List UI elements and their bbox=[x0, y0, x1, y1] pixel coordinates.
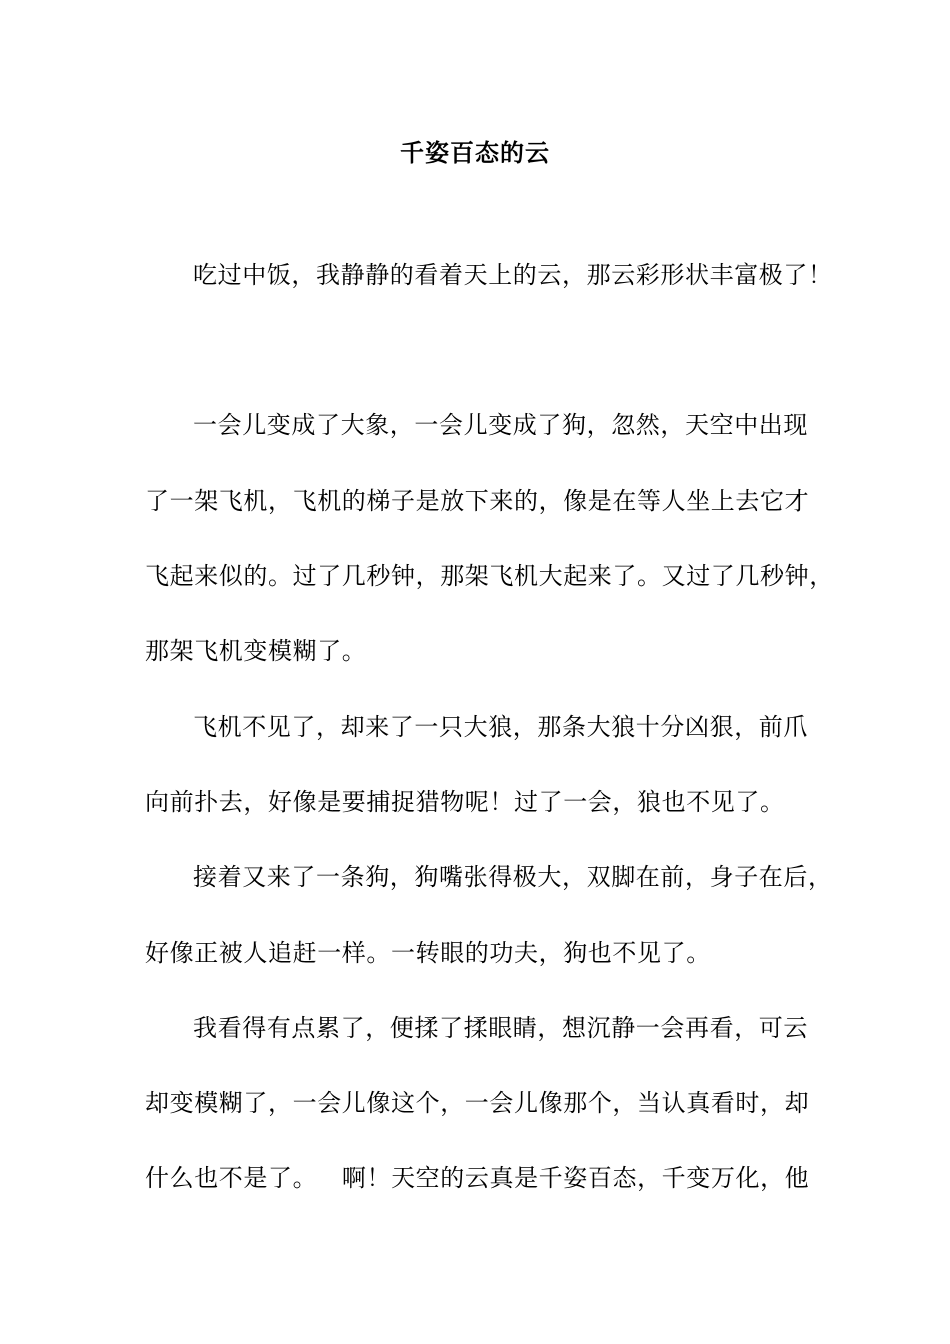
paragraph-1-line-1: 吃过中饭，我静静的看着天上的云，那云彩形状丰富极了！ bbox=[193, 261, 833, 289]
paragraph-2-line-2: 了一架飞机，飞机的梯子是放下来的，像是在等人坐上去它才 bbox=[145, 487, 810, 515]
paragraph-2-line-4: 那架飞机变模糊了。 bbox=[145, 637, 367, 665]
paragraph-3-line-1: 飞机不见了，却来了一只大狼，那条大狼十分凶狠，前爪 bbox=[193, 713, 808, 741]
paragraph-4-line-1: 接着又来了一条狗，狗嘴张得极大，双脚在前，身子在后， bbox=[193, 863, 833, 891]
paragraph-2-line-3: 飞起来似的。过了几秒钟，那架飞机大起来了。又过了几秒钟， bbox=[145, 562, 834, 590]
paragraph-5-line-2: 却变模糊了，一会儿像这个，一会儿像那个，当认真看时，却 bbox=[145, 1089, 810, 1117]
paragraph-5-line-1: 我看得有点累了，便揉了揉眼睛，想沉静一会再看，可云 bbox=[193, 1014, 808, 1042]
paragraph-5-line-3: 什么也不是了。 啊！天空的云真是千姿百态，千变万化，他 bbox=[145, 1164, 810, 1192]
paragraph-2-line-1: 一会儿变成了大象，一会儿变成了狗，忽然，天空中出现 bbox=[193, 411, 808, 439]
document-title: 千姿百态的云 bbox=[400, 138, 550, 167]
paragraph-3-line-2: 向前扑去，好像是要捕捉猎物呢！过了一会，狼也不见了。 bbox=[145, 788, 785, 816]
paragraph-4-line-2: 好像正被人追赶一样。一转眼的功夫，狗也不见了。 bbox=[145, 939, 711, 967]
